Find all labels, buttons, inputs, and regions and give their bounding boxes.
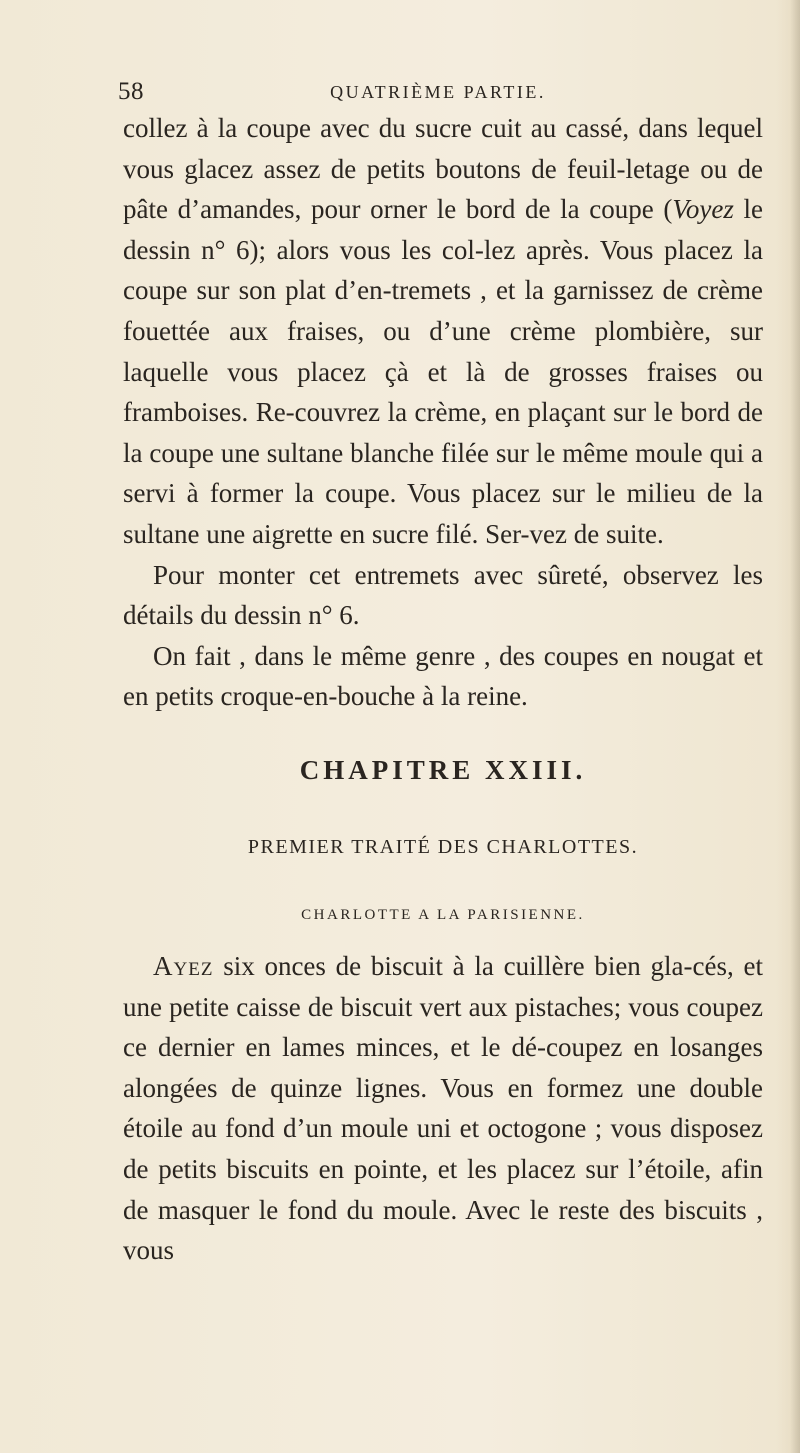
paragraph-text: le dessin n° 6); alors vous les col-lez après. Vous placez la coupe sur son plat d’en-tremets , et la garnissez de crème fouettée aux fraises, ou d’une crème plombière, sur laquelle vous placez çà et là de grosses fraises ou framboises. Re-couvrez la crème, en plaçant sur le bord de la coupe une sultane blanche filée sur le même moule qui a servi à former la coupe. Vous placez sur le milieu de la sultane une aigrette en sucre filé. Ser-vez de suite.	[123, 194, 763, 549]
recipe-heading: CHARLOTTE A LA PARISIENNE.	[301, 907, 585, 923]
text-block-recipe	[123, 946, 763, 1271]
page-edge-shadow	[790, 0, 800, 1453]
lead-word: Ayez	[153, 951, 214, 981]
chapter-heading: CHAPITRE XXIII.	[299, 755, 587, 785]
paragraph	[123, 946, 763, 1271]
running-title: QUATRIÈME PARTIE.	[330, 82, 546, 102]
text-block-top	[123, 108, 763, 717]
paragraph-text: collez à la coupe avec du sucre cuit au cassé, dans lequel vous glacez assez de petits boutons de feuil-letage ou de pâte d’amandes, pour orner le bord de la coupe (	[123, 113, 763, 225]
paragraph: Pour monter cet entremets avec sûreté, observez les détails du dessin n° 6.	[123, 559, 763, 631]
paragraph: On fait , dans le même genre , des coupes en nougat et en petits croque-en-bouche à la reine.	[123, 640, 763, 712]
running-head	[118, 78, 758, 108]
italic-reference: Voyez	[672, 194, 734, 225]
paragraph	[123, 108, 763, 555]
section-heading: PREMIER TRAITÉ DES CHARLOTTES.	[247, 836, 639, 858]
page-number: 58	[118, 78, 144, 105]
paragraph-text: six onces de biscuit à la cuillère bien gla-cés, et une petite caisse de biscuit vert aux pistaches; vous coupez ce dernier en lames minces, et le dé-coupez en losanges alongées de quinze lignes. Vous en formez une double étoile au fond d’un moule uni et octogone ; vous disposez de petits biscuits en pointe, et les placez sur l’étoile, afin de masquer le fond du moule. Avec le reste des biscuits , vous	[123, 951, 763, 1266]
